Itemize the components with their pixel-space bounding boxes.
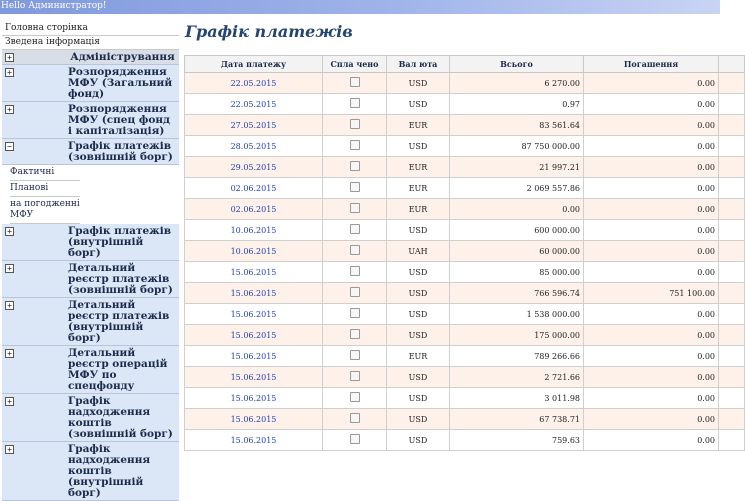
- checkbox-icon[interactable]: [350, 434, 360, 444]
- currency-cell: USD: [387, 430, 450, 451]
- repayment-cell: 0.00: [584, 367, 719, 388]
- checkbox-icon[interactable]: [350, 245, 360, 255]
- date-link[interactable]: 15.06.2015: [185, 304, 323, 325]
- checkbox-icon[interactable]: [350, 350, 360, 360]
- top-bar: [0, 0, 720, 14]
- date-link[interactable]: 29.05.2015: [185, 157, 323, 178]
- currency-cell: USD: [387, 73, 450, 94]
- table-row: [185, 367, 745, 388]
- checkbox-icon[interactable]: [350, 161, 360, 171]
- date-link[interactable]: 15.06.2015: [185, 409, 323, 430]
- checkbox-icon[interactable]: [350, 308, 360, 318]
- expand-plus-icon[interactable]: +: [5, 105, 14, 114]
- extra-cell: [719, 73, 745, 94]
- sidebar-submenu: [2, 165, 80, 224]
- repayment-cell: 0.00: [584, 241, 719, 262]
- expand-plus-icon[interactable]: +: [5, 301, 14, 310]
- column-header-extra: [719, 56, 745, 73]
- total-cell: 2 069 557.86: [450, 178, 584, 199]
- sidebar-link-summary[interactable]: Зведена інформація: [2, 36, 179, 50]
- total-cell: 87 750 000.00: [450, 136, 584, 157]
- expand-plus-icon[interactable]: +: [5, 349, 14, 358]
- currency-cell: USD: [387, 136, 450, 157]
- greeting-text: Hello Администратор!: [1, 1, 107, 11]
- extra-cell: [719, 94, 745, 115]
- table-header-row: [185, 56, 745, 73]
- column-header-currency[interactable]: Вал юта: [387, 56, 450, 73]
- paid-checkbox[interactable]: [323, 346, 387, 367]
- total-cell: 600 000.00: [450, 220, 584, 241]
- date-link[interactable]: 15.06.2015: [185, 346, 323, 367]
- sidebar-item-receipts-external[interactable]: [2, 394, 179, 442]
- date-link[interactable]: 15.06.2015: [185, 283, 323, 304]
- sidebar-item-label: Детальний реєстр платежів (зовнішній борг): [68, 262, 173, 296]
- sidebar-item-schedule-internal-debt[interactable]: [2, 224, 179, 261]
- paid-checkbox[interactable]: [323, 304, 387, 325]
- date-link[interactable]: 10.06.2015: [185, 241, 323, 262]
- total-cell: 21 997.21: [450, 157, 584, 178]
- total-cell: 3 011.98: [450, 388, 584, 409]
- sidebar-item-receipts-internal[interactable]: [2, 442, 179, 501]
- currency-cell: EUR: [387, 178, 450, 199]
- checkbox-icon[interactable]: [350, 224, 360, 234]
- sidebar-item-mfu-general-fund[interactable]: [2, 65, 179, 102]
- extra-cell: [719, 199, 745, 220]
- table-row: [185, 241, 745, 262]
- paid-checkbox[interactable]: [323, 430, 387, 451]
- date-link[interactable]: 22.05.2015: [185, 94, 323, 115]
- total-cell: 83 561.64: [450, 115, 584, 136]
- table-row: [185, 157, 745, 178]
- paid-checkbox[interactable]: [323, 325, 387, 346]
- checkbox-icon[interactable]: [350, 98, 360, 108]
- submenu-item-actual[interactable]: Фактичні: [10, 165, 80, 181]
- repayment-cell: 0.00: [584, 346, 719, 367]
- total-cell: 175 000.00: [450, 325, 584, 346]
- table-row: [185, 199, 745, 220]
- table-row: [185, 346, 745, 367]
- extra-cell: [719, 367, 745, 388]
- sidebar-item-register-special-fund[interactable]: [2, 346, 179, 394]
- paid-checkbox[interactable]: [323, 94, 387, 115]
- paid-checkbox[interactable]: [323, 136, 387, 157]
- checkbox-icon[interactable]: [350, 413, 360, 423]
- currency-cell: USD: [387, 388, 450, 409]
- total-cell: 6 270.00: [450, 73, 584, 94]
- sidebar-item-label: Розпорядження МФУ (Загальний фонд): [68, 66, 173, 100]
- table-row: [185, 115, 745, 136]
- extra-cell: [719, 388, 745, 409]
- table-row: [185, 304, 745, 325]
- total-cell: 0.97: [450, 94, 584, 115]
- table-row: [185, 178, 745, 199]
- sidebar-item-label: Детальний реєстр платежів (внутрішній борг): [68, 299, 170, 344]
- repayment-cell: 0.00: [584, 199, 719, 220]
- repayment-cell: 0.00: [584, 73, 719, 94]
- repayment-cell: 0.00: [584, 157, 719, 178]
- currency-cell: USD: [387, 94, 450, 115]
- date-link[interactable]: 15.06.2015: [185, 262, 323, 283]
- checkbox-icon[interactable]: [350, 392, 360, 402]
- extra-cell: [719, 178, 745, 199]
- table-row: [185, 262, 745, 283]
- sidebar-item-register-external[interactable]: [2, 261, 179, 298]
- table-row: [185, 94, 745, 115]
- sidebar-item-label: Розпорядження МФУ (спец фонд і капіталізація): [68, 103, 171, 137]
- paid-checkbox[interactable]: [323, 199, 387, 220]
- total-cell: 789 266.66: [450, 346, 584, 367]
- expand-plus-icon[interactable]: +: [5, 397, 14, 406]
- checkbox-icon[interactable]: [350, 140, 360, 150]
- payments-table: [184, 55, 745, 451]
- total-cell: 759.63: [450, 430, 584, 451]
- sidebar-item-register-internal[interactable]: [2, 298, 179, 346]
- checkbox-icon[interactable]: [350, 77, 360, 87]
- repayment-cell: 0.00: [584, 220, 719, 241]
- paid-checkbox[interactable]: [323, 178, 387, 199]
- date-link[interactable]: 22.05.2015: [185, 73, 323, 94]
- paid-checkbox[interactable]: [323, 262, 387, 283]
- expand-plus-icon[interactable]: +: [5, 227, 14, 236]
- sidebar-item-mfu-special-fund[interactable]: [2, 102, 179, 139]
- date-link[interactable]: 15.06.2015: [185, 388, 323, 409]
- date-link[interactable]: 02.06.2015: [185, 178, 323, 199]
- currency-cell: USD: [387, 283, 450, 304]
- repayment-cell: 751 100.00: [584, 283, 719, 304]
- column-header-paid[interactable]: Спла чено: [323, 56, 387, 73]
- currency-cell: USD: [387, 367, 450, 388]
- column-header-total[interactable]: Всього: [450, 56, 584, 73]
- currency-cell: USD: [387, 409, 450, 430]
- extra-cell: [719, 262, 745, 283]
- date-link[interactable]: 28.05.2015: [185, 136, 323, 157]
- extra-cell: [719, 157, 745, 178]
- currency-cell: UAH: [387, 241, 450, 262]
- paid-checkbox[interactable]: [323, 367, 387, 388]
- table-row: [185, 136, 745, 157]
- collapse-minus-icon[interactable]: −: [5, 142, 14, 151]
- checkbox-icon[interactable]: [350, 329, 360, 339]
- checkbox-icon[interactable]: [350, 182, 360, 192]
- date-link[interactable]: 15.06.2015: [185, 430, 323, 451]
- extra-cell: [719, 430, 745, 451]
- expand-plus-icon[interactable]: +: [5, 68, 14, 77]
- column-header-date[interactable]: Дата платежу: [185, 56, 323, 73]
- total-cell: 85 000.00: [450, 262, 584, 283]
- total-cell: 766 596.74: [450, 283, 584, 304]
- sidebar-item-administration[interactable]: [2, 50, 179, 65]
- paid-checkbox[interactable]: [323, 115, 387, 136]
- repayment-cell: 0.00: [584, 304, 719, 325]
- date-link[interactable]: 27.05.2015: [185, 115, 323, 136]
- currency-cell: USD: [387, 220, 450, 241]
- expand-plus-icon[interactable]: +: [5, 264, 14, 273]
- extra-cell: [719, 325, 745, 346]
- paid-checkbox[interactable]: [323, 73, 387, 94]
- expand-plus-icon[interactable]: +: [5, 445, 14, 454]
- repayment-cell: 0.00: [584, 115, 719, 136]
- sidebar-item-label: Графік платежів (зовнішній борг): [68, 140, 173, 163]
- date-link[interactable]: 15.06.2015: [185, 325, 323, 346]
- paid-checkbox[interactable]: [323, 388, 387, 409]
- column-header-repayment[interactable]: Погашення: [584, 56, 719, 73]
- table-row: [185, 220, 745, 241]
- sidebar-item-schedule-external-debt[interactable]: [2, 139, 179, 165]
- total-cell: 1 538 000.00: [450, 304, 584, 325]
- expand-plus-icon[interactable]: +: [5, 53, 14, 62]
- date-link[interactable]: 15.06.2015: [185, 367, 323, 388]
- repayment-cell: 0.00: [584, 409, 719, 430]
- table-row: [185, 388, 745, 409]
- payments-table-container: [184, 55, 720, 469]
- table-row: [185, 325, 745, 346]
- checkbox-icon[interactable]: [350, 287, 360, 297]
- paid-checkbox[interactable]: [323, 157, 387, 178]
- currency-cell: EUR: [387, 346, 450, 367]
- repayment-cell: 0.00: [584, 136, 719, 157]
- sidebar: [2, 22, 179, 499]
- sidebar-item-label: Графік надходження коштів (зовнішній борг): [68, 395, 173, 440]
- paid-checkbox[interactable]: [323, 283, 387, 304]
- total-cell: 67 738.71: [450, 409, 584, 430]
- date-link[interactable]: 02.06.2015: [185, 199, 323, 220]
- sidebar-item-label: Графік платежів (внутрішній борг): [68, 225, 172, 259]
- date-link[interactable]: 10.06.2015: [185, 220, 323, 241]
- repayment-cell: 0.00: [584, 388, 719, 409]
- currency-cell: USD: [387, 325, 450, 346]
- repayment-cell: 0.00: [584, 94, 719, 115]
- table-row: [185, 283, 745, 304]
- paid-checkbox[interactable]: [323, 241, 387, 262]
- checkbox-icon[interactable]: [350, 203, 360, 213]
- extra-cell: [719, 409, 745, 430]
- extra-cell: [719, 304, 745, 325]
- checkbox-icon[interactable]: [350, 119, 360, 129]
- repayment-cell: 0.00: [584, 262, 719, 283]
- repayment-cell: 0.00: [584, 178, 719, 199]
- submenu-item-planned[interactable]: Планові: [10, 181, 80, 197]
- extra-cell: [719, 283, 745, 304]
- page-title: Графік платежів: [185, 22, 353, 41]
- total-cell: 2 721.66: [450, 367, 584, 388]
- currency-cell: USD: [387, 304, 450, 325]
- extra-cell: [719, 346, 745, 367]
- currency-cell: EUR: [387, 115, 450, 136]
- currency-cell: EUR: [387, 199, 450, 220]
- extra-cell: [719, 115, 745, 136]
- table-row: [185, 73, 745, 94]
- checkbox-icon[interactable]: [350, 371, 360, 381]
- table-row: [185, 409, 745, 430]
- submenu-item-pending-approval[interactable]: на погодженні МФУ: [10, 197, 80, 224]
- paid-checkbox[interactable]: [323, 409, 387, 430]
- sidebar-item-label: Графік надходження коштів (внутрішній борг): [68, 443, 151, 499]
- extra-cell: [719, 241, 745, 262]
- total-cell: 60 000.00: [450, 241, 584, 262]
- sidebar-item-label: Адміністрування: [70, 51, 175, 63]
- paid-checkbox[interactable]: [323, 220, 387, 241]
- checkbox-icon[interactable]: [350, 266, 360, 276]
- currency-cell: USD: [387, 262, 450, 283]
- extra-cell: [719, 136, 745, 157]
- repayment-cell: 0.00: [584, 430, 719, 451]
- sidebar-item-label: Детальний реєстр операцій МФУ по спецфонду: [68, 347, 168, 392]
- total-cell: 0.00: [450, 199, 584, 220]
- extra-cell: [719, 220, 745, 241]
- repayment-cell: 0.00: [584, 325, 719, 346]
- sidebar-link-home[interactable]: Головна сторінка: [2, 22, 179, 36]
- currency-cell: EUR: [387, 157, 450, 178]
- table-body: [185, 73, 745, 451]
- table-row: [185, 430, 745, 451]
